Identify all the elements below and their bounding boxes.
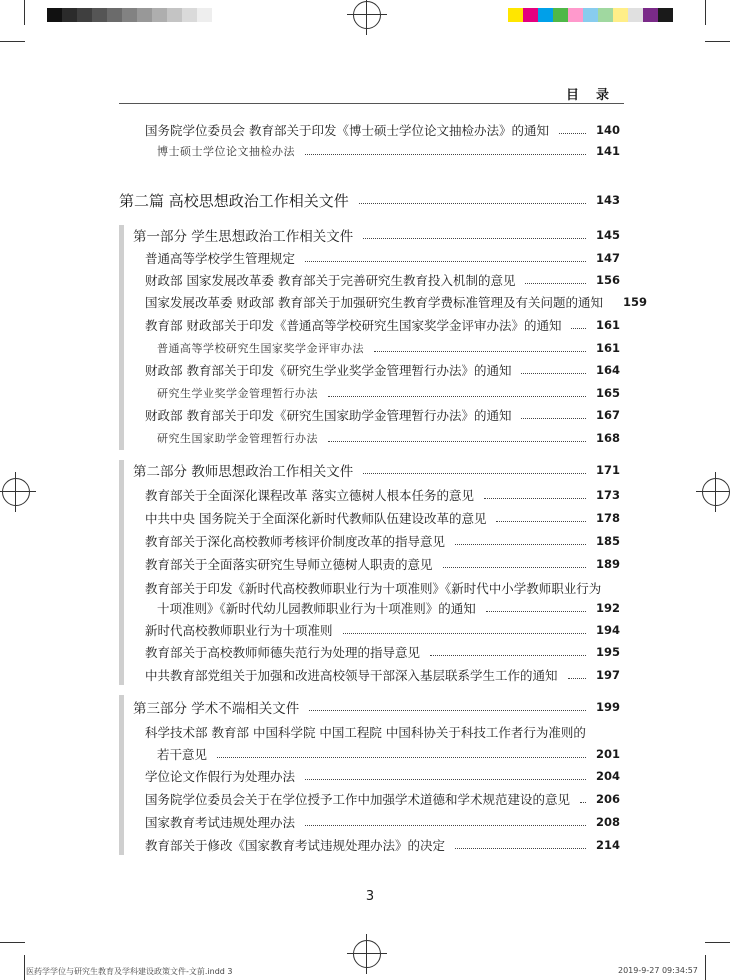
toc-page-number: 194 xyxy=(595,623,620,637)
toc-entry-title: 财政部 教育部关于印发《研究生国家助学金管理暂行办法》的通知 xyxy=(145,408,512,423)
calibration-swatch xyxy=(628,8,643,22)
toc-entry[interactable] xyxy=(145,405,620,425)
dot-leader xyxy=(455,544,586,545)
toc-page-number: 159 xyxy=(622,295,647,309)
page-number: 3 xyxy=(365,889,375,904)
toc-entry[interactable] xyxy=(145,578,620,598)
toc-entry-title: 国家发展改革委 财政部 教育部关于加强研究生教育学费标准管理及有关问题的通知 xyxy=(145,295,603,310)
toc-entry[interactable] xyxy=(145,620,620,640)
calibration-swatch xyxy=(122,8,137,22)
toc-entry[interactable] xyxy=(145,554,620,574)
dot-leader xyxy=(443,567,586,568)
toc-entry-title: 教育部关于修改《国家教育考试违规处理办法》的决定 xyxy=(145,838,446,853)
calibration-swatch xyxy=(137,8,152,22)
toc-page-number: 173 xyxy=(595,488,620,502)
toc-entry-title: 国务院学位委员会关于在学位授予工作中加强学术道德和学术规范建设的意见 xyxy=(145,792,571,807)
calibration-swatch xyxy=(553,8,568,22)
toc-entry-title: 国务院学位委员会 教育部关于印发《博士硕士学位论文抽检办法》的通知 xyxy=(145,123,549,138)
toc-entry-title: 新时代高校教师职业行为十项准则 xyxy=(145,623,333,638)
toc-page-number: 189 xyxy=(595,557,620,571)
toc-entry-title: 教育部关于印发《新时代高校教师职业行为十项准则》《新时代中小学教师职业行为 xyxy=(145,581,602,596)
section-side-rule xyxy=(119,460,124,685)
calibration-swatch xyxy=(508,8,523,22)
toc-entry[interactable] xyxy=(145,766,620,786)
calibration-swatch xyxy=(523,8,538,22)
section-side-rule xyxy=(119,695,124,855)
registration-mark-bottom xyxy=(353,940,381,968)
toc-entry[interactable] xyxy=(145,292,647,312)
toc-entry-title: 第三部分 学术不端相关文件 xyxy=(133,701,300,717)
toc-section-heading[interactable] xyxy=(119,190,620,210)
toc-page-number: 147 xyxy=(595,251,620,265)
toc-page-number: 214 xyxy=(595,838,620,852)
crop-mark xyxy=(705,41,730,42)
toc-section-heading[interactable] xyxy=(133,460,620,480)
calibration-swatch xyxy=(77,8,92,22)
toc-page-number: 161 xyxy=(595,318,620,332)
dot-leader xyxy=(580,802,586,803)
toc-page-number: 206 xyxy=(595,792,620,806)
dot-leader xyxy=(486,611,586,612)
toc-entry[interactable] xyxy=(145,120,620,140)
registration-mark-left xyxy=(2,478,30,506)
calibration-swatch xyxy=(182,8,197,22)
toc-page-number: 161 xyxy=(595,341,620,355)
toc-entry-title: 普通高等学校学生管理规定 xyxy=(145,251,296,266)
toc-entry[interactable] xyxy=(157,383,620,403)
dot-leader xyxy=(305,154,586,155)
toc-entry[interactable] xyxy=(157,141,620,161)
toc-entry-title: 教育部关于全面深化课程改革 落实立德树人根本任务的意见 xyxy=(145,488,474,503)
toc-entry[interactable] xyxy=(145,665,620,685)
toc-entry[interactable] xyxy=(145,642,620,662)
toc-entry[interactable] xyxy=(145,360,620,380)
toc-entry[interactable] xyxy=(145,812,620,832)
toc-entry[interactable] xyxy=(145,835,620,855)
header-title: 目录 xyxy=(566,88,627,103)
toc-page-number: 178 xyxy=(595,511,620,525)
toc-entry-title: 第一部分 学生思想政治工作相关文件 xyxy=(133,229,354,245)
toc-entry-title: 博士硕士学位论文抽检办法 xyxy=(157,145,295,158)
dot-leader xyxy=(568,678,586,679)
calibration-swatch xyxy=(568,8,583,22)
dot-leader xyxy=(328,396,586,397)
registration-mark-top xyxy=(353,1,381,29)
toc-entry[interactable] xyxy=(145,248,620,268)
dot-leader xyxy=(343,633,586,634)
crop-mark xyxy=(24,955,25,980)
toc-page-number: 164 xyxy=(595,363,620,377)
toc-entry-title: 十项准则》《新时代幼儿园教师职业行为十项准则》的通知 xyxy=(157,601,476,616)
toc-page-number: 143 xyxy=(595,193,620,207)
toc-entry[interactable] xyxy=(145,722,620,742)
toc-page-number: 165 xyxy=(595,386,620,400)
crop-mark xyxy=(705,955,706,980)
dot-leader xyxy=(525,283,586,284)
toc-page-number: 140 xyxy=(595,123,620,137)
dot-leader xyxy=(571,328,586,329)
calibration-swatch xyxy=(107,8,122,22)
dot-leader xyxy=(496,521,586,522)
toc-section-heading[interactable] xyxy=(133,225,620,245)
toc-page-number: 167 xyxy=(595,408,620,422)
toc-entry-title: 普通高等学校研究生国家奖学金评审办法 xyxy=(157,342,364,355)
toc-page-number: 199 xyxy=(595,700,620,714)
toc-entry[interactable] xyxy=(145,531,620,551)
calibration-swatch xyxy=(152,8,167,22)
footer-file-info: 医药学学位与研究生教育及学科建设政策文件-文前.indd 3 xyxy=(26,967,233,976)
toc-entry-title: 教育部关于全面落实研究生导师立德树人职责的意见 xyxy=(145,557,433,572)
toc-page-number: 171 xyxy=(595,463,620,477)
dot-leader xyxy=(328,441,586,442)
toc-page-number: 185 xyxy=(595,534,620,548)
dot-leader xyxy=(455,848,586,849)
toc-entry[interactable] xyxy=(157,428,620,448)
toc-page-number: 208 xyxy=(595,815,620,829)
dot-leader xyxy=(217,757,586,758)
dot-leader xyxy=(363,473,586,474)
calibration-swatch xyxy=(47,8,62,22)
toc-entry-title: 研究生国家助学金管理暂行办法 xyxy=(157,432,318,445)
dot-leader xyxy=(305,779,586,780)
toc-entry[interactable] xyxy=(145,508,620,528)
toc-entry[interactable] xyxy=(145,789,620,809)
toc-page-number: 141 xyxy=(595,144,620,158)
crop-mark xyxy=(705,0,706,25)
crop-mark xyxy=(0,41,25,42)
dot-leader xyxy=(309,710,586,711)
dot-leader xyxy=(374,351,586,352)
toc-page-number: 156 xyxy=(595,273,620,287)
header-rule xyxy=(119,103,624,104)
dot-leader xyxy=(484,498,586,499)
dot-leader xyxy=(363,238,586,239)
toc-page-number: 204 xyxy=(595,769,620,783)
toc-section-heading[interactable] xyxy=(133,697,620,717)
toc-page-number: 192 xyxy=(595,601,620,615)
calibration-swatch xyxy=(658,8,673,22)
toc-entry-title: 国家教育考试违规处理办法 xyxy=(145,815,296,830)
toc-entry[interactable] xyxy=(145,315,620,335)
toc-entry-title: 教育部关于高校教师师德失范行为处理的指导意见 xyxy=(145,645,421,660)
toc-entry[interactable] xyxy=(157,744,620,764)
dot-leader xyxy=(559,133,586,134)
toc-entry[interactable] xyxy=(145,270,620,290)
calibration-swatch xyxy=(62,8,77,22)
calibration-swatch xyxy=(598,8,613,22)
toc-page-number: 168 xyxy=(595,431,620,445)
dot-leader xyxy=(305,825,586,826)
toc-page-number: 195 xyxy=(595,645,620,659)
toc-entry-title: 教育部 财政部关于印发《普通高等学校研究生国家奖学金评审办法》的通知 xyxy=(145,318,562,333)
dot-leader xyxy=(521,418,586,419)
toc-page-number: 197 xyxy=(595,668,620,682)
grayscale-calibration-bar xyxy=(47,8,212,22)
calibration-swatch xyxy=(583,8,598,22)
toc-entry-title: 财政部 教育部关于印发《研究生学业奖学金管理暂行办法》的通知 xyxy=(145,363,512,378)
toc-entry-title: 中共教育部党组关于加强和改进高校领导干部深入基层联系学生工作的通知 xyxy=(145,668,558,683)
toc-entry[interactable] xyxy=(145,485,620,505)
toc-entry-title: 教育部关于深化高校教师考核评价制度改革的指导意见 xyxy=(145,534,446,549)
calibration-swatch xyxy=(613,8,628,22)
calibration-swatch xyxy=(197,8,212,22)
toc-entry-title: 第二篇 高校思想政治工作相关文件 xyxy=(119,191,349,210)
toc-entry-title: 中共中央 国务院关于全面深化新时代教师队伍建设改革的意见 xyxy=(145,511,487,526)
toc-entry-title: 财政部 国家发展改革委 教育部关于完善研究生教育投入机制的意见 xyxy=(145,273,516,288)
footer-timestamp: 2019-9-27 09:34:57 xyxy=(618,966,698,975)
calibration-swatch xyxy=(92,8,107,22)
calibration-swatch xyxy=(538,8,553,22)
section-side-rule xyxy=(119,225,124,450)
dot-leader xyxy=(521,373,586,374)
registration-mark-right xyxy=(702,478,730,506)
toc-entry-title: 科学技术部 教育部 中国科学院 中国工程院 中国科协关于科技工作者行为准则的 xyxy=(145,725,586,740)
toc-page-number: 201 xyxy=(595,747,620,761)
crop-mark xyxy=(705,942,730,943)
crop-mark xyxy=(24,0,25,25)
color-calibration-bar xyxy=(508,8,673,22)
dot-leader xyxy=(430,655,586,656)
toc-entry[interactable] xyxy=(157,338,620,358)
toc-entry[interactable] xyxy=(157,598,620,618)
calibration-swatch xyxy=(643,8,658,22)
calibration-swatch xyxy=(167,8,182,22)
toc-page-number: 145 xyxy=(595,228,620,242)
toc-entry-title: 研究生学业奖学金管理暂行办法 xyxy=(157,387,318,400)
toc-entry-title: 第二部分 教师思想政治工作相关文件 xyxy=(133,464,354,480)
crop-mark xyxy=(0,942,25,943)
toc-entry-title: 若干意见 xyxy=(157,747,208,762)
toc-entry-title: 学位论文作假行为处理办法 xyxy=(145,769,296,784)
dot-leader xyxy=(359,203,586,204)
dot-leader xyxy=(305,261,586,262)
